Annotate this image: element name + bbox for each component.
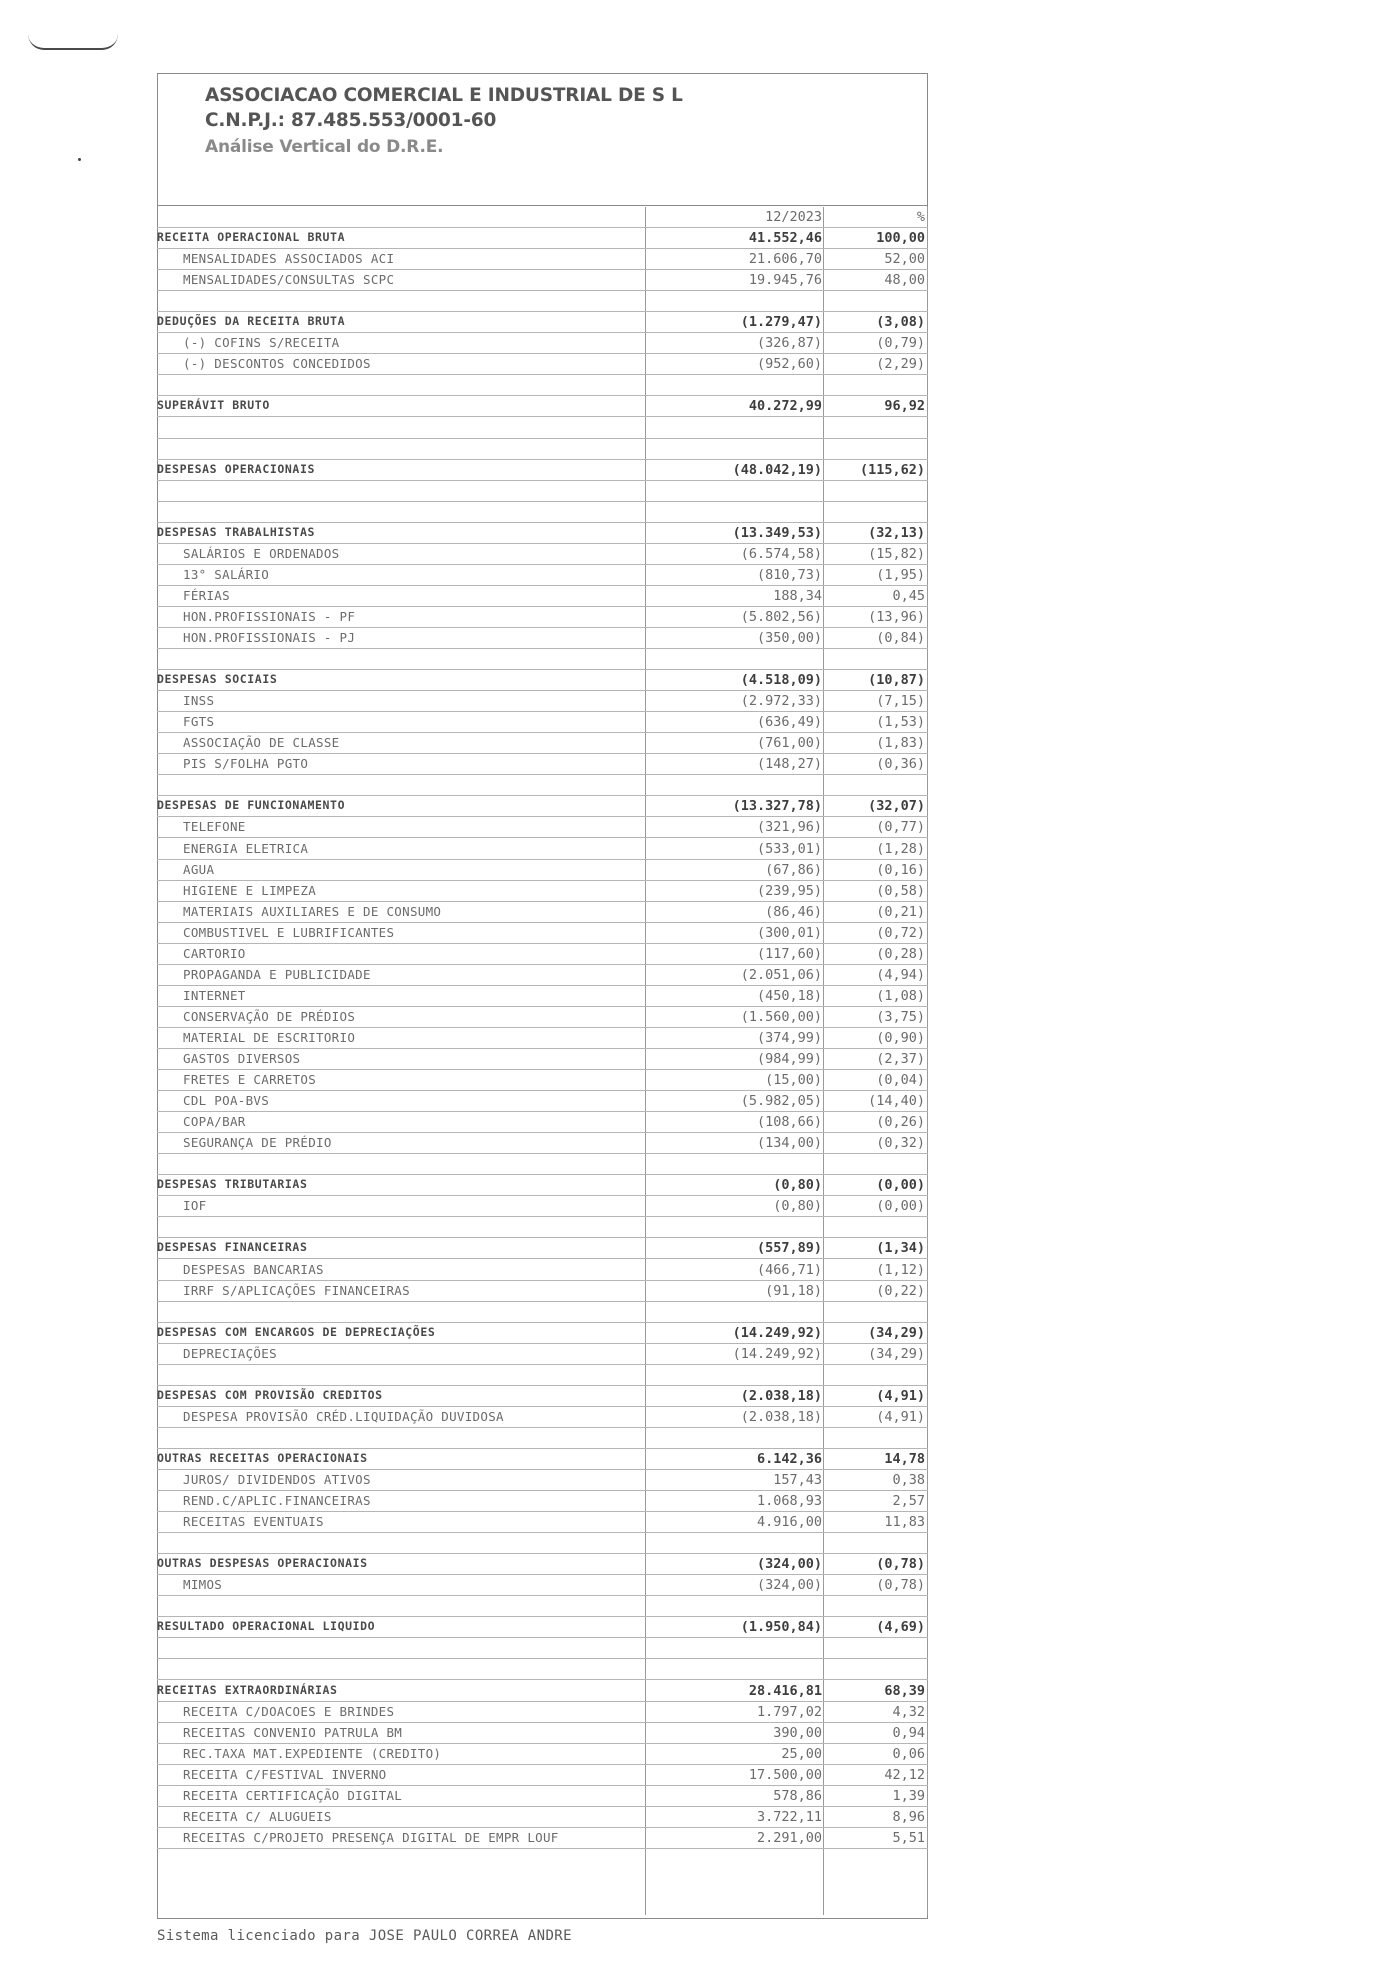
row-percent: (0,79) [876, 335, 925, 351]
report-header [205, 83, 683, 161]
row-label: HON.PROFISSIONAIS - PJ [183, 630, 356, 645]
table-row [157, 1028, 928, 1049]
row-percent: (32,07) [868, 798, 925, 814]
row-label: MENSALIDADES ASSOCIADOS ACI [183, 251, 395, 266]
row-value: (0,80) [773, 1198, 822, 1214]
column-header-percent: % [916, 209, 925, 225]
section-row [157, 1323, 928, 1344]
row-value: (108,66) [756, 1114, 822, 1130]
row-value: (2.038,18) [740, 1388, 822, 1404]
row-value: (5.982,05) [740, 1093, 822, 1109]
row-value: (324,00) [756, 1577, 822, 1593]
table-row [157, 586, 928, 607]
row-value: (2.038,18) [740, 1409, 822, 1425]
section-row [157, 1238, 928, 1259]
spacer-row [157, 502, 928, 523]
section-row [157, 396, 928, 417]
table-row [157, 628, 928, 649]
row-percent: (13,96) [868, 609, 925, 625]
row-value: 17.500,00 [748, 1767, 822, 1783]
row-label: RECEITAS EVENTUAIS [183, 1514, 324, 1529]
row-value: 21.606,70 [748, 251, 822, 267]
table-row [157, 270, 928, 291]
row-value: 188,34 [773, 588, 822, 604]
row-label: COMBUSTIVEL E LUBRIFICANTES [183, 925, 395, 940]
table-row [157, 965, 928, 986]
row-value: (13.349,53) [732, 525, 822, 541]
table-row [157, 1828, 928, 1849]
row-value: (374,99) [756, 1030, 822, 1046]
header-divider [157, 205, 928, 206]
row-percent: (15,82) [868, 546, 925, 562]
table-row [157, 754, 928, 775]
table-row [157, 902, 928, 923]
table-row [157, 333, 928, 354]
row-label: CONSERVAÇÃO DE PRÉDIOS [183, 1009, 356, 1024]
row-percent: (1,34) [876, 1240, 925, 1256]
row-value: (450,18) [756, 988, 822, 1004]
row-label: RECEITAS EXTRAORDINÁRIAS [157, 1683, 338, 1697]
spacer-row [157, 1154, 928, 1175]
row-percent: 8,96 [892, 1809, 925, 1825]
row-value: (0,80) [773, 1177, 822, 1193]
row-label: 13° SALÁRIO [183, 567, 270, 582]
table-row [157, 544, 928, 565]
row-percent: (7,15) [876, 693, 925, 709]
row-percent: (0,16) [876, 862, 925, 878]
spacer-row [157, 1302, 928, 1323]
table-row [157, 1807, 928, 1828]
row-percent: (4,91) [876, 1388, 925, 1404]
row-label: RECEITA OPERACIONAL BRUTA [157, 230, 346, 244]
row-percent: 100,00 [876, 230, 925, 246]
row-label: JUROS/ DIVIDENDOS ATIVOS [183, 1472, 371, 1487]
section-row [157, 228, 928, 249]
spacer-row [157, 481, 928, 502]
row-value: 6.142,36 [756, 1451, 822, 1467]
row-value: (326,87) [756, 335, 822, 351]
section-row [157, 312, 928, 333]
spacer-row [157, 1217, 928, 1238]
row-value: (15,00) [765, 1072, 822, 1088]
row-value: (86,46) [765, 904, 822, 920]
spacer-row [157, 418, 928, 439]
row-percent: (32,13) [868, 525, 925, 541]
row-label: DESPESAS COM PROVISÃO CREDITOS [157, 1388, 383, 1402]
table-row [157, 1470, 928, 1491]
row-label: TELEFONE [183, 819, 246, 834]
row-percent: 68,39 [884, 1683, 925, 1699]
table-row [157, 1070, 928, 1091]
row-label: HON.PROFISSIONAIS - PF [183, 609, 356, 624]
row-percent: (1,08) [876, 988, 925, 1004]
row-value: 3.722,11 [756, 1809, 822, 1825]
company-cnpj: C.N.P.J.: 87.485.553/0001-60 [205, 110, 497, 131]
column-header-row [157, 207, 928, 228]
table-row [157, 1091, 928, 1112]
row-percent: (0,28) [876, 946, 925, 962]
row-percent: (34,29) [868, 1346, 925, 1362]
table-row [157, 607, 928, 628]
row-label: OUTRAS DESPESAS OPERACIONAIS [157, 1556, 368, 1570]
row-percent: (0,22) [876, 1283, 925, 1299]
row-label: MENSALIDADES/CONSULTAS SCPC [183, 272, 395, 287]
row-percent: (1,12) [876, 1262, 925, 1278]
row-label: AGUA [183, 862, 215, 877]
table-row [157, 944, 928, 965]
row-value: (350,00) [756, 630, 822, 646]
row-value: (6.574,58) [740, 546, 822, 562]
row-label: DEPRECIAÇÕES [183, 1346, 277, 1361]
spacer-row [157, 1638, 928, 1659]
row-value: (5.802,56) [740, 609, 822, 625]
section-row [157, 1617, 928, 1638]
scan-dot [78, 158, 81, 161]
section-row [157, 1386, 928, 1407]
row-label: MATERIAL DE ESCRITORIO [183, 1030, 356, 1045]
table-row [157, 1765, 928, 1786]
row-percent: (2,29) [876, 356, 925, 372]
table-row [157, 1723, 928, 1744]
row-percent: (0,77) [876, 819, 925, 835]
row-value: (239,95) [756, 883, 822, 899]
row-label: DESPESAS COM ENCARGOS DE DEPRECIAÇÕES [157, 1325, 436, 1339]
row-percent: (0,90) [876, 1030, 925, 1046]
row-percent: 5,51 [892, 1830, 925, 1846]
row-percent: 4,32 [892, 1704, 925, 1720]
row-label: REND.C/APLIC.FINANCEIRAS [183, 1493, 371, 1508]
spacer-row [157, 291, 928, 312]
table-row [157, 860, 928, 881]
row-label: COPA/BAR [183, 1114, 246, 1129]
row-percent: (0,26) [876, 1114, 925, 1130]
row-value: (14.249,92) [732, 1325, 822, 1341]
table-row [157, 817, 928, 838]
row-label: DESPESAS TRABALHISTAS [157, 525, 315, 539]
row-percent: 0,38 [892, 1472, 925, 1488]
row-label: FGTS [183, 714, 215, 729]
report-title: Análise Vertical do D.R.E. [205, 137, 444, 157]
row-label: DESPESAS BANCARIAS [183, 1262, 324, 1277]
row-value: 40.272,99 [748, 398, 822, 414]
row-label: MATERIAIS AUXILIARES E DE CONSUMO [183, 904, 442, 919]
row-label: (-) COFINS S/RECEITA [183, 335, 340, 350]
row-label: FÉRIAS [183, 588, 230, 603]
row-percent: (3,75) [876, 1009, 925, 1025]
row-label: SEGURANÇA DE PRÉDIO [183, 1135, 332, 1150]
row-value: (14.249,92) [732, 1346, 822, 1362]
row-value: (134,00) [756, 1135, 822, 1151]
table-row [157, 712, 928, 733]
row-percent: (0,36) [876, 756, 925, 772]
row-percent: 48,00 [884, 272, 925, 288]
row-value: 157,43 [773, 1472, 822, 1488]
section-row [157, 1554, 928, 1575]
row-value: (557,89) [756, 1240, 822, 1256]
row-value: 41.552,46 [748, 230, 822, 246]
spacer-row [157, 1659, 928, 1680]
license-footer: Sistema licenciado para JOSE PAULO CORREA ANDRE [157, 1928, 572, 1944]
row-label: REC.TAXA MAT.EXPEDIENTE (CREDITO) [183, 1746, 442, 1761]
row-value: 578,86 [773, 1788, 822, 1804]
table-row [157, 881, 928, 902]
row-label: SUPERÁVIT BRUTO [157, 398, 270, 412]
row-value: 4.916,00 [756, 1514, 822, 1530]
row-value: (300,01) [756, 925, 822, 941]
row-value: (2.972,33) [740, 693, 822, 709]
row-percent: 52,00 [884, 251, 925, 267]
table-row [157, 249, 928, 270]
row-percent: (0,58) [876, 883, 925, 899]
row-percent: 14,78 [884, 1451, 925, 1467]
row-label: DESPESAS DE FUNCIONAMENTO [157, 798, 346, 812]
row-label: DESPESAS OPERACIONAIS [157, 462, 315, 476]
row-percent: (1,83) [876, 735, 925, 751]
row-label: RECEITA C/ ALUGUEIS [183, 1809, 332, 1824]
row-label: PIS S/FOLHA PGTO [183, 756, 309, 771]
row-value: (148,27) [756, 756, 822, 772]
row-value: (1.560,00) [740, 1009, 822, 1025]
row-percent: 2,57 [892, 1493, 925, 1509]
row-label: PROPAGANDA E PUBLICIDADE [183, 967, 371, 982]
row-label: CARTORIO [183, 946, 246, 961]
row-label: (-) DESCONTOS CONCEDIDOS [183, 356, 371, 371]
scan-mark [28, 34, 118, 50]
row-label: DEDUÇÕES DA RECEITA BRUTA [157, 314, 346, 328]
table-row [157, 1260, 928, 1281]
row-percent: (10,87) [868, 672, 925, 688]
row-percent: (34,29) [868, 1325, 925, 1341]
section-row [157, 796, 928, 817]
table-row [157, 1491, 928, 1512]
table-row [157, 1344, 928, 1365]
section-row [157, 1449, 928, 1470]
section-row [157, 460, 928, 481]
row-label: GASTOS DIVERSOS [183, 1051, 301, 1066]
row-percent: 96,92 [884, 398, 925, 414]
row-value: (321,96) [756, 819, 822, 835]
row-value: (810,73) [756, 567, 822, 583]
row-percent: 0,94 [892, 1725, 925, 1741]
row-value: (67,86) [765, 862, 822, 878]
row-percent: (0,78) [876, 1577, 925, 1593]
row-value: (533,01) [756, 841, 822, 857]
row-value: (1.950,84) [740, 1619, 822, 1635]
row-percent: (0,00) [876, 1177, 925, 1193]
row-percent: (0,04) [876, 1072, 925, 1088]
row-label: RECEITA C/FESTIVAL INVERNO [183, 1767, 387, 1782]
row-label: IOF [183, 1198, 207, 1213]
row-value: (117,60) [756, 946, 822, 962]
row-percent: (4,69) [876, 1619, 925, 1635]
spacer-row [157, 1365, 928, 1386]
table-row [157, 986, 928, 1007]
row-percent: (0,21) [876, 904, 925, 920]
row-percent: (1,95) [876, 567, 925, 583]
row-percent: (4,91) [876, 1409, 925, 1425]
row-label: RESULTADO OPERACIONAL LIQUIDO [157, 1619, 376, 1633]
table-row [157, 1049, 928, 1070]
spacer-row [157, 649, 928, 670]
row-percent: (0,84) [876, 630, 925, 646]
row-percent: 11,83 [884, 1514, 925, 1530]
row-percent: (0,78) [876, 1556, 925, 1572]
row-percent: (115,62) [859, 462, 925, 478]
row-value: (1.279,47) [740, 314, 822, 330]
table-row [157, 1702, 928, 1723]
row-label: DESPESAS FINANCEIRAS [157, 1240, 308, 1254]
table-row [157, 354, 928, 375]
spacer-row [157, 439, 928, 460]
row-label: DESPESAS TRIBUTARIAS [157, 1177, 308, 1191]
section-row [157, 670, 928, 691]
row-value: (2.051,06) [740, 967, 822, 983]
row-value: (636,49) [756, 714, 822, 730]
table-row [157, 1786, 928, 1807]
table-row [157, 1133, 928, 1154]
section-row [157, 1175, 928, 1196]
row-percent: (14,40) [868, 1093, 925, 1109]
row-label: RECEITA C/DOACOES E BRINDES [183, 1704, 395, 1719]
row-value: 2.291,00 [756, 1830, 822, 1846]
row-value: (466,71) [756, 1262, 822, 1278]
column-header-period: 12/2023 [765, 209, 822, 225]
section-row [157, 523, 928, 544]
row-value: (324,00) [756, 1556, 822, 1572]
row-label: ASSOCIAÇÃO DE CLASSE [183, 735, 340, 750]
row-value: (91,18) [765, 1283, 822, 1299]
row-value: (13.327,78) [732, 798, 822, 814]
table-row [157, 839, 928, 860]
row-value: 25,00 [781, 1746, 822, 1762]
row-value: (48.042,19) [732, 462, 822, 478]
table-row [157, 1575, 928, 1596]
spacer-row [157, 1533, 928, 1554]
row-percent: (1,28) [876, 841, 925, 857]
row-label: CDL POA-BVS [183, 1093, 270, 1108]
spacer-row [157, 1596, 928, 1617]
row-label: MIMOS [183, 1577, 223, 1592]
row-percent: (1,53) [876, 714, 925, 730]
row-value: 1.797,02 [756, 1704, 822, 1720]
row-value: 390,00 [773, 1725, 822, 1741]
table-row [157, 1407, 928, 1428]
row-value: 1.068,93 [756, 1493, 822, 1509]
section-row [157, 1681, 928, 1702]
company-name: ASSOCIACAO COMERCIAL E INDUSTRIAL DE S L [205, 85, 683, 106]
row-label: DESPESA PROVISÃO CRÉD.LIQUIDAÇÃO DUVIDOSA [183, 1409, 504, 1424]
spacer-row [157, 375, 928, 396]
table-row [157, 1007, 928, 1028]
table-row [157, 1744, 928, 1765]
row-label: IRRF S/APLICAÇÕES FINANCEIRAS [183, 1283, 410, 1298]
row-percent: (0,00) [876, 1198, 925, 1214]
table-row [157, 691, 928, 712]
row-value: (4.518,09) [740, 672, 822, 688]
row-value: (952,60) [756, 356, 822, 372]
row-label: RECEITAS C/PROJETO PRESENÇA DIGITAL DE EMPR LOUF [183, 1830, 559, 1845]
spacer-row [157, 1428, 928, 1449]
spacer-row [157, 775, 928, 796]
row-value: 19.945,76 [748, 272, 822, 288]
row-label: RECEITA CERTIFICAÇÃO DIGITAL [183, 1788, 403, 1803]
row-percent: 42,12 [884, 1767, 925, 1783]
row-label: DESPESAS SOCIAIS [157, 672, 278, 686]
table-row [157, 565, 928, 586]
row-percent: (0,72) [876, 925, 925, 941]
row-label: INTERNET [183, 988, 246, 1003]
row-percent: (3,08) [876, 314, 925, 330]
table-row [157, 1196, 928, 1217]
row-label: FRETES E CARRETOS [183, 1072, 317, 1087]
row-percent: 1,39 [892, 1788, 925, 1804]
row-label: OUTRAS RECEITAS OPERACIONAIS [157, 1451, 368, 1465]
row-percent: (4,94) [876, 967, 925, 983]
table-row [157, 1112, 928, 1133]
table-row [157, 1281, 928, 1302]
row-label: SALÁRIOS E ORDENADOS [183, 546, 340, 561]
table-row [157, 1512, 928, 1533]
row-percent: (2,37) [876, 1051, 925, 1067]
row-label: RECEITAS CONVENIO PATRULA BM [183, 1725, 403, 1740]
row-value: (984,99) [756, 1051, 822, 1067]
table-row [157, 733, 928, 754]
row-value: 28.416,81 [748, 1683, 822, 1699]
row-label: HIGIENE E LIMPEZA [183, 883, 317, 898]
row-label: INSS [183, 693, 215, 708]
table-row [157, 923, 928, 944]
row-percent: 0,45 [892, 588, 925, 604]
row-value: (761,00) [756, 735, 822, 751]
row-percent: (0,32) [876, 1135, 925, 1151]
row-percent: 0,06 [892, 1746, 925, 1762]
row-label: ENERGIA ELETRICA [183, 841, 309, 856]
